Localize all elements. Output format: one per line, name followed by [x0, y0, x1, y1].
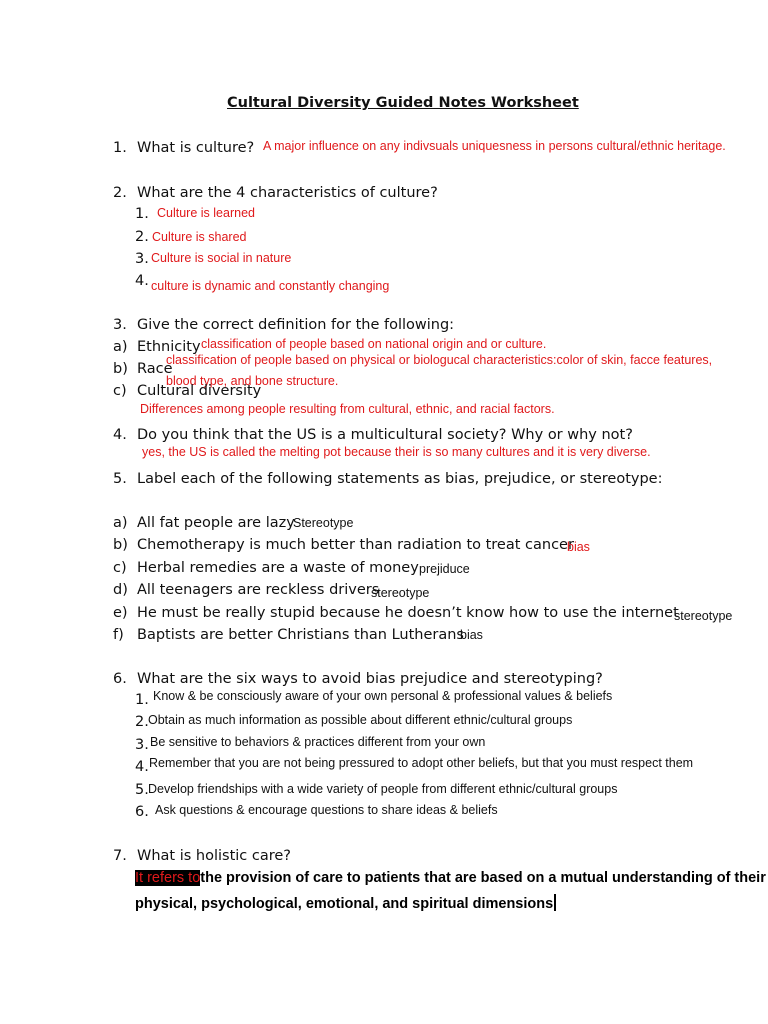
q5-item-letter: b)	[113, 537, 128, 553]
q7-answer-text-line2: physical, psychological, emotional, and spiritual dimensions	[135, 896, 554, 912]
q6-number: 6.	[113, 671, 127, 687]
q6-item-number: 4.	[135, 759, 149, 775]
q5-answer: bias	[460, 628, 483, 642]
q6-item-number: 2.	[135, 714, 149, 730]
q5-answer: stereotype	[371, 586, 430, 600]
q3-answer-race-line2: blood type, and bone structure.	[166, 374, 339, 388]
q5-statement: All fat people are lazy	[137, 515, 295, 531]
q6-item-answer: Remember that you are not being pressured to adopt other beliefs, but that you must respect them	[149, 756, 694, 770]
text-cursor	[554, 894, 556, 911]
q1-answer: A major influence on any indivsuals uniquesness in persons cultural/ethnic heritage.	[263, 139, 726, 153]
q3-number: 3.	[113, 317, 127, 333]
q3-answer-ethnicity: classification of people based on national origin and or culture.	[201, 337, 547, 351]
q5-item-letter: d)	[113, 582, 128, 598]
q2-item-answer: Culture is learned	[157, 206, 255, 220]
q5-question: Label each of the following statements as bias, prejudice, or stereotype:	[137, 471, 663, 487]
q4-question: Do you think that the US is a multicultural society? Why or why not?	[137, 427, 633, 443]
q6-item-number: 6.	[135, 804, 149, 820]
q6-question: What are the six ways to avoid bias prejudice and stereotyping?	[137, 671, 603, 687]
q5-answer: bias	[567, 540, 590, 554]
q2-question: What are the 4 characteristics of culture?	[137, 185, 438, 201]
q2-number: 2.	[113, 185, 127, 201]
q7-answer-text-line1: the provision of care to patients that are based on a mutual understanding of their	[200, 870, 766, 886]
q7-answer-line1	[135, 870, 766, 886]
q7-number: 7.	[113, 848, 127, 864]
q2-item-number: 2.	[135, 229, 149, 245]
q2-item-answer: culture is dynamic and constantly changing	[151, 279, 390, 293]
q1-question: What is culture?	[137, 140, 255, 156]
q6-item-number: 1.	[135, 692, 149, 708]
q5-statement: Baptists are better Christians than Lutherans	[137, 627, 464, 643]
q5-number: 5.	[113, 471, 127, 487]
q7-question: What is holistic care?	[137, 848, 291, 864]
q3-item-letter: a)	[113, 339, 128, 355]
q6-item-number: 3.	[135, 737, 149, 753]
q2-item-number: 1.	[135, 206, 149, 222]
q5-item-letter: e)	[113, 605, 128, 621]
q5-answer: Stereotype	[293, 516, 354, 530]
q6-item-answer: Ask questions & encourage questions to share ideas & beliefs	[155, 803, 498, 817]
q3-answer-race-line1: classification of people based on physical or biologucal characteristics:color of skin, facce features,	[166, 353, 713, 367]
q6-item-answer: Be sensitive to behaviors & practices different from your own	[150, 735, 486, 749]
q5-item-letter: f)	[113, 627, 124, 643]
q4-number: 4.	[113, 427, 127, 443]
q3-answer-cultural-diversity: Differences among people resulting from cultural, ethnic, and racial factors.	[140, 402, 555, 416]
q5-answer: prejiduce	[419, 562, 470, 576]
q3-item-letter: c)	[113, 383, 127, 399]
q6-item-answer: Know & be consciously aware of your own personal & professional values & beliefs	[153, 689, 613, 703]
q3-item-letter: b)	[113, 361, 128, 377]
q2-item-answer: Culture is shared	[152, 230, 247, 244]
q5-statement: Herbal remedies are a waste of money	[137, 560, 419, 576]
q4-answer: yes, the US is called the melting pot because their is so many cultures and it is very diverse.	[142, 445, 651, 459]
q3-question: Give the correct definition for the following:	[137, 317, 455, 333]
q5-answer: stereotype	[674, 609, 733, 623]
q2-item-number: 3.	[135, 251, 149, 267]
q2-item-number: 4.	[135, 273, 149, 289]
q7-answer-line2	[135, 894, 556, 912]
q3-term-ethnicity: Ethnicity	[137, 339, 201, 355]
q5-statement: All teenagers are reckless drivers	[137, 582, 380, 598]
q3-term-race: Race	[137, 361, 173, 377]
q6-item-number: 5.	[135, 782, 149, 798]
q5-statement: Chemotherapy is much better than radiation to treat cancer	[137, 537, 574, 553]
q6-item-answer: Develop friendships with a wide variety of people from different ethnic/cultural groups	[148, 782, 618, 796]
q1-number: 1.	[113, 140, 127, 156]
q7-answer-highlight: It refers to	[135, 870, 201, 886]
q2-item-answer: Culture is social in nature	[151, 251, 292, 265]
q6-item-answer: Obtain as much information as possible about different ethnic/cultural groups	[148, 713, 573, 727]
q5-item-letter: c)	[113, 560, 127, 576]
q5-statement: He must be really stupid because he doesn’t know how to use the internet	[137, 605, 679, 621]
worksheet-title: Cultural Diversity Guided Notes Worksheet	[227, 95, 579, 111]
q3-term-cultural-diversity: Cultural diversity	[137, 383, 262, 399]
q5-item-letter: a)	[113, 515, 128, 531]
